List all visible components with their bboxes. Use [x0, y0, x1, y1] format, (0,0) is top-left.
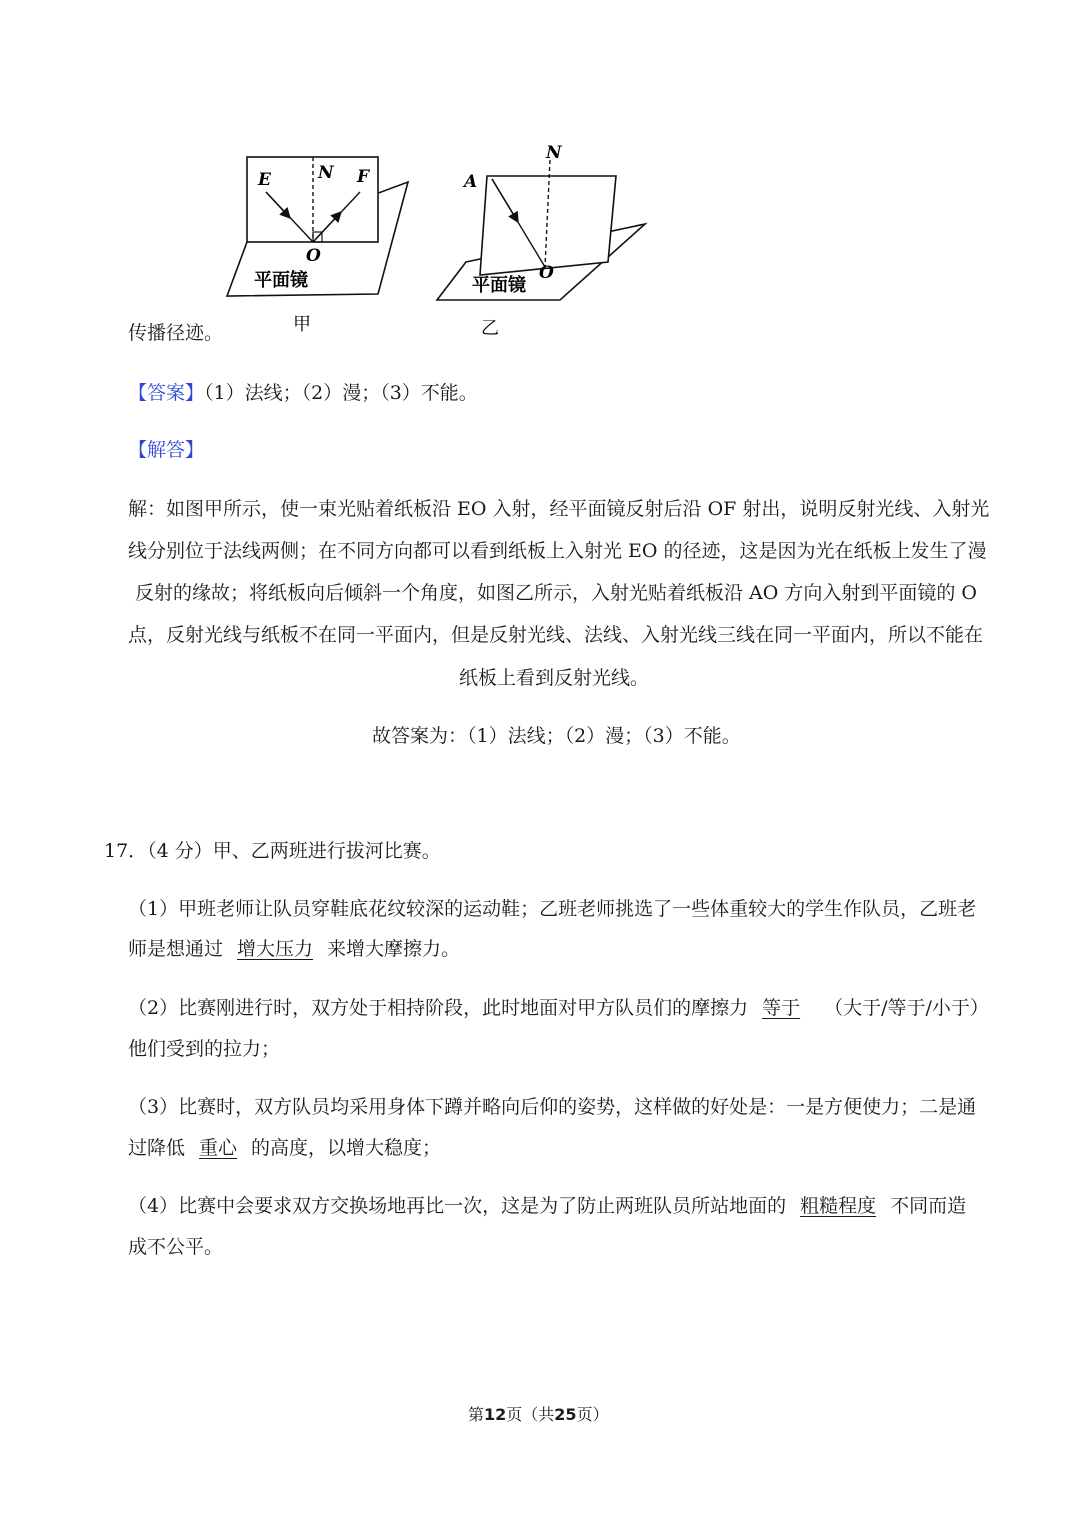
- text: 来增大摩擦力。: [327, 938, 461, 960]
- optics-figure: [0, 130, 1080, 350]
- footer-mid: 页（共: [506, 1405, 555, 1424]
- footer-suffix: 页）: [576, 1405, 609, 1424]
- analysis-line: 点，反射光线与纸板不在同一平面内，但是反射光线、法线、入射光线三线在同一平面内，所以不能在: [128, 624, 984, 646]
- q17-p1-line2: [128, 936, 460, 962]
- figure-yi: [437, 143, 645, 339]
- answer-blank: 等于: [762, 997, 801, 1019]
- page-footer: [468, 1402, 609, 1428]
- total-pages: 25: [554, 1405, 577, 1424]
- q17-p3-line1: （3）比赛时，双方队员均采用身体下蹲并略向后仰的姿势，这样做的好处是：一是方便使力；二是通: [128, 1096, 977, 1118]
- analysis-line: 解：如图甲所示，使一束光贴着纸板沿 EO 入射，经平面镜反射后沿 OF 射出，说明反射光线、入射光: [128, 498, 990, 520]
- answer-row: [128, 380, 478, 406]
- analysis-line: 线分别位于法线两侧；在不同方向都可以看到纸板上入射光 EO 的径迹，这是因为光在纸板上发生了漫: [128, 540, 987, 562]
- text: 师是想通过: [128, 938, 224, 960]
- q17-p1-line1: （1）甲班老师让队员穿鞋底花纹较深的运动鞋；乙班老师挑选了一些体重较大的学生作队员，乙班老: [128, 898, 977, 920]
- mirror-label: 平面镜: [254, 270, 308, 291]
- figure-jia: [227, 157, 408, 335]
- label-A: A: [464, 172, 478, 192]
- label-N: N: [546, 143, 562, 163]
- analysis-line: 纸板上看到反射光线。: [459, 667, 650, 689]
- q17-p3-line2: [128, 1135, 441, 1161]
- answer-blank: 粗糙程度: [800, 1195, 877, 1217]
- footer-prefix: 第: [468, 1405, 485, 1424]
- page-number: 12: [484, 1405, 507, 1424]
- label-F: F: [357, 167, 370, 187]
- analysis-line: 反射的缘故；将纸板向后倾斜一个角度，如图乙所示，入射光贴着纸板沿 AO 方向入射到平面镜的 O: [135, 582, 977, 604]
- answer-blank: 重心: [199, 1137, 238, 1159]
- text: 的高度，以增大稳度；: [251, 1137, 442, 1159]
- q17-p2-line2: 他们受到的拉力；: [128, 1038, 281, 1060]
- label-O: O: [539, 263, 554, 283]
- figure-caption-jia: 甲: [293, 314, 311, 335]
- label-E: E: [258, 170, 271, 190]
- analysis-label: 【解答】: [128, 439, 205, 461]
- answer-text: （1）法线；（2）漫；（3）不能。: [204, 382, 478, 404]
- mirror-label: 平面镜: [472, 275, 526, 296]
- q16-tail-text: 传播径迹。: [128, 322, 224, 344]
- label-O: O: [306, 246, 321, 266]
- text: 过降低: [128, 1137, 186, 1159]
- q17-p4-line1: [128, 1193, 966, 1219]
- q17-p4-line2: 成不公平。: [128, 1236, 224, 1258]
- answer-label: 【答案】: [128, 382, 205, 404]
- text: （4）比赛中会要求双方交换场地再比一次，这是为了防止两班队员所站地面的: [128, 1195, 787, 1217]
- text: （大于/等于/小于）: [824, 997, 989, 1019]
- answer-blank: 增大压力: [237, 938, 314, 960]
- text: （2）比赛刚进行时，双方处于相持阶段，此时地面对甲方队员们的摩擦力: [128, 997, 749, 1019]
- label-N: N: [318, 163, 334, 183]
- text: 不同而造: [890, 1195, 967, 1217]
- figure-caption-yi: 乙: [481, 318, 499, 339]
- q17-p2-line1: [128, 995, 989, 1021]
- q17-header: 17．（4 分）甲、乙两班进行拔河比赛。: [104, 840, 441, 862]
- conclusion: 故答案为：（1）法线；（2）漫；（3）不能。: [372, 725, 741, 747]
